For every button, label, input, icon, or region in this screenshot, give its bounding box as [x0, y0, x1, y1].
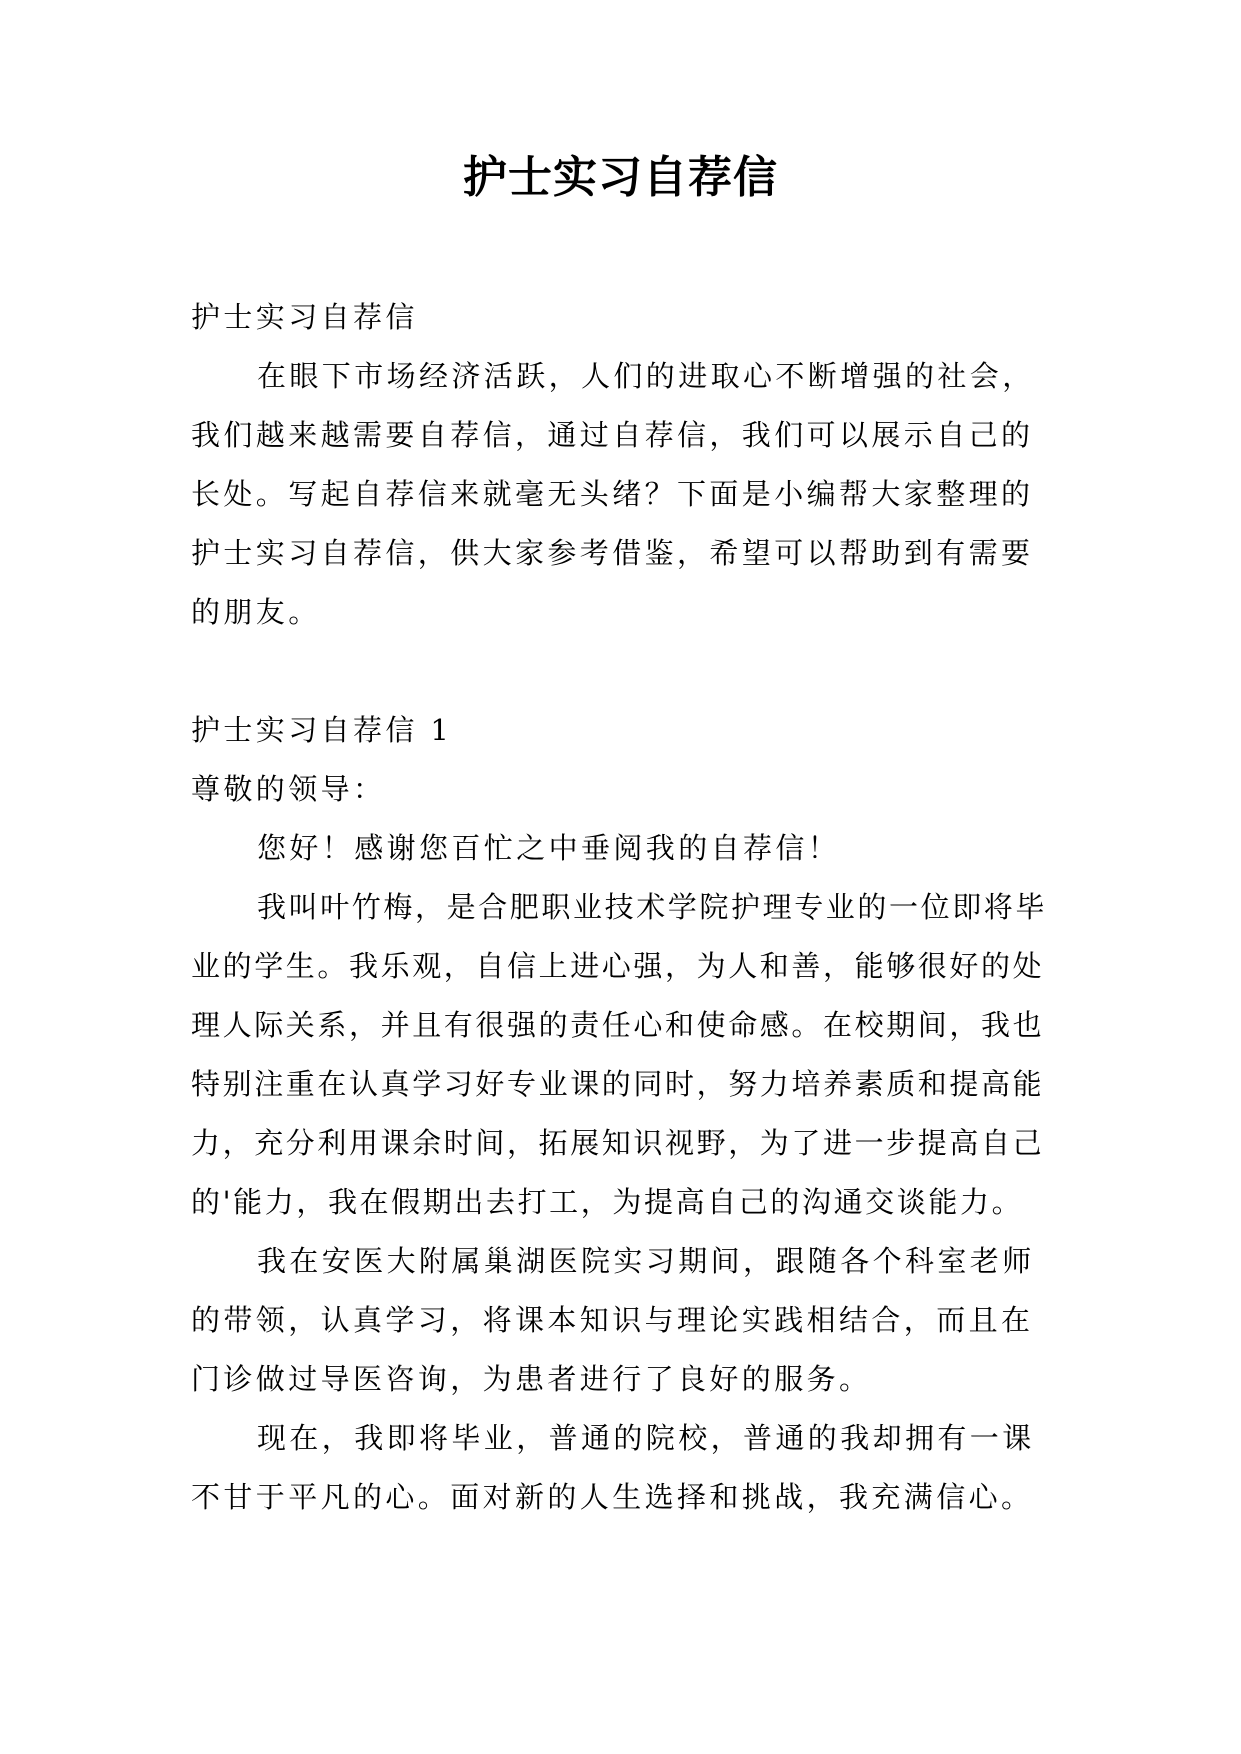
letter-heading: 护士实习自荐信 1 [191, 713, 453, 747]
document-subtitle: 护士实习自荐信 [191, 300, 418, 334]
salutation: 尊敬的领导： [191, 772, 386, 806]
intro-paragraph: 在眼下市场经济活跃，人们的进取心不断增强的社会，我们越来越需要自荐信，通过自荐信，我们可以展示自己的长处。写起自荐信来就毫无头绪？下面是小编帮大家整理的护士实习自荐信，供大家参考借鉴，希望可以帮助到有需要的朋友。 [191, 359, 1035, 629]
body-paragraph-3: 现在，我即将毕业，普通的院校，普通的我却拥有一课不甘于平凡的心。面对新的人生选择和挑战，我充满信心。 [191, 1421, 1035, 1514]
document-body [191, 288, 1061, 1527]
greeting-paragraph: 您好！感谢您百忙之中垂阅我的自荐信！ [257, 831, 841, 865]
body-paragraph-1: 我叫叶竹梅，是合肥职业技术学院护理专业的一位即将毕业的学生。我乐观，自信上进心强，为人和善，能够很好的处理人际关系，并且有很强的责任心和使命感。在校期间，我也特别注重在认真学习好专业课的同时，努力培养素质和提高能力，充分利用课余时间，拓展知识视野，为了进一步提高自己的'能力，我在假期出去打工，为提高自己的沟通交谈能力。 [191, 890, 1048, 1219]
body-paragraph-2: 我在安医大附属巢湖医院实习期间，跟随各个科室老师的带领，认真学习，将课本知识与理论实践相结合，而且在门诊做过导医咨询，为患者进行了良好的服务。 [191, 1244, 1035, 1396]
paragraph-spacer [191, 642, 1061, 701]
document-title: 护士实习自荐信 [463, 152, 778, 203]
